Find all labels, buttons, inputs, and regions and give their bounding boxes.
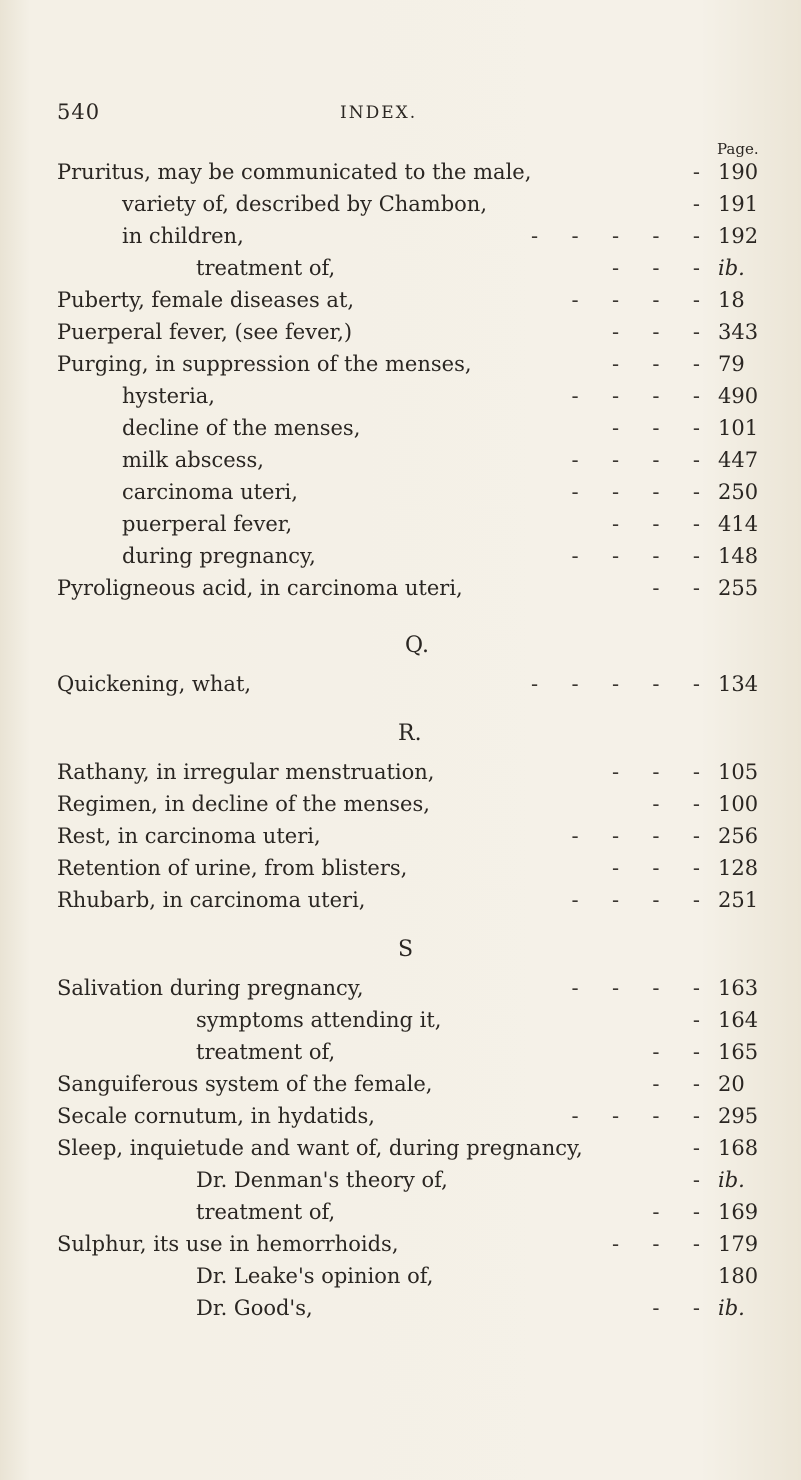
section-letter-text: Q. bbox=[405, 633, 429, 658]
entry-text: Dr. Good's, bbox=[196, 1296, 313, 1320]
index-entry bbox=[0, 669, 801, 701]
entry-text: treatment of, bbox=[196, 1040, 336, 1064]
entry-leader: - - - - bbox=[571, 976, 700, 1000]
entry-leader: - - - bbox=[611, 256, 700, 280]
entry-leader: - - bbox=[652, 792, 700, 816]
entry-leader: - - bbox=[652, 1296, 700, 1320]
index-entry bbox=[0, 573, 801, 605]
entry-page-number: 168 bbox=[718, 1136, 759, 1160]
entry-text: treatment of, bbox=[196, 1200, 336, 1224]
entry-page-number: 169 bbox=[718, 1200, 759, 1224]
entry-text: Dr. Denman's theory of, bbox=[196, 1168, 448, 1192]
entry-page-number: 490 bbox=[718, 384, 759, 408]
entry-text: Rest, in carcinoma uteri, bbox=[57, 824, 321, 848]
entry-text: Dr. Leake's opinion of, bbox=[196, 1264, 434, 1288]
entry-text: Puberty, female diseases at, bbox=[57, 288, 355, 312]
entry-text: Quickening, what, bbox=[57, 672, 252, 696]
entry-text: during pregnancy, bbox=[122, 544, 316, 568]
entry-page-number: 343 bbox=[718, 320, 759, 344]
entry-page-number: 165 bbox=[718, 1040, 759, 1064]
section-letter bbox=[0, 715, 801, 757]
entry-page-number: 251 bbox=[718, 888, 759, 912]
index-entries bbox=[0, 157, 801, 1325]
section-letter bbox=[0, 931, 801, 973]
entry-page-number: 79 bbox=[718, 352, 745, 376]
entry-text: Retention of urine, from blisters, bbox=[57, 856, 408, 880]
entry-text: in children, bbox=[122, 224, 244, 248]
entry-page-number: 134 bbox=[718, 672, 759, 696]
entry-leader: - - - - bbox=[571, 544, 700, 568]
entry-page-number: 191 bbox=[718, 192, 759, 216]
entry-leader: - - - bbox=[611, 416, 700, 440]
page-number: 540 bbox=[57, 100, 101, 124]
index-entry bbox=[0, 789, 801, 821]
entry-page-number: 295 bbox=[718, 1104, 759, 1128]
entry-leader: - - - - bbox=[571, 824, 700, 848]
entry-leader: - - - bbox=[611, 1232, 700, 1256]
index-entry bbox=[0, 1293, 801, 1325]
entry-leader: - - bbox=[652, 1072, 700, 1096]
entry-leader: - - bbox=[652, 1040, 700, 1064]
index-entry bbox=[0, 757, 801, 789]
index-entry bbox=[0, 509, 801, 541]
index-entry bbox=[0, 973, 801, 1005]
index-entry bbox=[0, 1133, 801, 1165]
entry-page-number: 100 bbox=[718, 792, 759, 816]
index-entry bbox=[0, 413, 801, 445]
index-entry bbox=[0, 253, 801, 285]
entry-page-number: 163 bbox=[718, 976, 759, 1000]
entry-text: Purging, in suppression of the menses, bbox=[57, 352, 472, 376]
entry-page-number: 148 bbox=[718, 544, 759, 568]
index-entry bbox=[0, 317, 801, 349]
index-entry bbox=[0, 1165, 801, 1197]
entry-text: Sanguiferous system of the female, bbox=[57, 1072, 433, 1096]
entry-text: hysteria, bbox=[122, 384, 215, 408]
entry-page-number: ib. bbox=[718, 1168, 745, 1192]
entry-leader: - - - bbox=[611, 856, 700, 880]
entry-text: treatment of, bbox=[196, 256, 336, 280]
index-entry bbox=[0, 821, 801, 853]
entry-page-number: ib. bbox=[718, 1296, 745, 1320]
section-letter-text: S bbox=[398, 937, 414, 962]
index-entry bbox=[0, 1261, 801, 1293]
entry-leader: - - - - bbox=[571, 480, 700, 504]
index-entry bbox=[0, 1069, 801, 1101]
entry-leader: - - - - - bbox=[531, 224, 700, 248]
entry-leader: - - bbox=[652, 1200, 700, 1224]
index-entry bbox=[0, 381, 801, 413]
entry-text: variety of, described by Chambon, bbox=[122, 192, 488, 216]
entry-leader: - bbox=[692, 1008, 700, 1032]
index-entry bbox=[0, 445, 801, 477]
entry-leader: - - - - - bbox=[531, 672, 700, 696]
entry-text: Regimen, in decline of the menses, bbox=[57, 792, 430, 816]
entry-text: puerperal fever, bbox=[122, 512, 293, 536]
entry-text: Sleep, inquietude and want of, during pregnancy, bbox=[57, 1136, 583, 1160]
entry-leader: - - bbox=[652, 576, 700, 600]
entry-text: Salivation during pregnancy, bbox=[57, 976, 364, 1000]
entry-page-number: 20 bbox=[718, 1072, 745, 1096]
entry-leader: - bbox=[692, 1136, 700, 1160]
entry-text: Rathany, in irregular menstruation, bbox=[57, 760, 435, 784]
running-title: INDEX. bbox=[340, 103, 418, 123]
entry-leader: - - - - bbox=[571, 384, 700, 408]
index-entry bbox=[0, 885, 801, 917]
entry-leader: - bbox=[692, 160, 700, 184]
entry-leader: - bbox=[692, 192, 700, 216]
entry-page-number: 192 bbox=[718, 224, 759, 248]
entry-text: Pruritus, may be communicated to the male, bbox=[57, 160, 532, 184]
index-entry bbox=[0, 1101, 801, 1133]
entry-leader: - - - - bbox=[571, 288, 700, 312]
entry-text: symptoms attending it, bbox=[196, 1008, 442, 1032]
entry-text: carcinoma uteri, bbox=[122, 480, 298, 504]
entry-page-number: 105 bbox=[718, 760, 759, 784]
section-letter-text: R. bbox=[398, 721, 422, 746]
index-entry bbox=[0, 189, 801, 221]
index-entry bbox=[0, 1037, 801, 1069]
entry-page-number: 180 bbox=[718, 1264, 759, 1288]
page-column-label: Page. bbox=[717, 140, 759, 158]
entry-leader: - - - - bbox=[571, 448, 700, 472]
entry-text: Secale cornutum, in hydatids, bbox=[57, 1104, 375, 1128]
entry-page-number: 18 bbox=[718, 288, 745, 312]
index-entry bbox=[0, 285, 801, 317]
index-entry bbox=[0, 477, 801, 509]
index-entry bbox=[0, 157, 801, 189]
index-entry bbox=[0, 1197, 801, 1229]
entry-page-number: 128 bbox=[718, 856, 759, 880]
entry-text: Puerperal fever, (see fever,) bbox=[57, 320, 353, 344]
index-entry bbox=[0, 853, 801, 885]
entry-text: Rhubarb, in carcinoma uteri, bbox=[57, 888, 366, 912]
entry-page-number: 101 bbox=[718, 416, 759, 440]
entry-page-number: 447 bbox=[718, 448, 759, 472]
index-entry bbox=[0, 349, 801, 381]
index-entry bbox=[0, 1005, 801, 1037]
entry-leader: - - - bbox=[611, 352, 700, 376]
entry-text: Sulphur, its use in hemorrhoids, bbox=[57, 1232, 399, 1256]
entry-page-number: 190 bbox=[718, 160, 759, 184]
section-letter bbox=[0, 627, 801, 669]
entry-leader: - bbox=[692, 1168, 700, 1192]
entry-page-number: ib. bbox=[718, 256, 745, 280]
entry-page-number: 255 bbox=[718, 576, 759, 600]
entry-text: milk abscess, bbox=[122, 448, 264, 472]
index-entry bbox=[0, 541, 801, 573]
entry-leader: - - - bbox=[611, 320, 700, 344]
entry-leader: - - - - bbox=[571, 888, 700, 912]
entry-text: decline of the menses, bbox=[122, 416, 361, 440]
entry-page-number: 256 bbox=[718, 824, 759, 848]
entry-page-number: 179 bbox=[718, 1232, 759, 1256]
entry-page-number: 250 bbox=[718, 480, 759, 504]
entry-page-number: 414 bbox=[718, 512, 759, 536]
index-entry bbox=[0, 221, 801, 253]
index-entry bbox=[0, 1229, 801, 1261]
entry-leader: - - - bbox=[611, 760, 700, 784]
entry-leader: - - - bbox=[611, 512, 700, 536]
entry-text: Pyroligneous acid, in carcinoma uteri, bbox=[57, 576, 463, 600]
entry-leader: - - - - bbox=[571, 1104, 700, 1128]
entry-page-number: 164 bbox=[718, 1008, 759, 1032]
